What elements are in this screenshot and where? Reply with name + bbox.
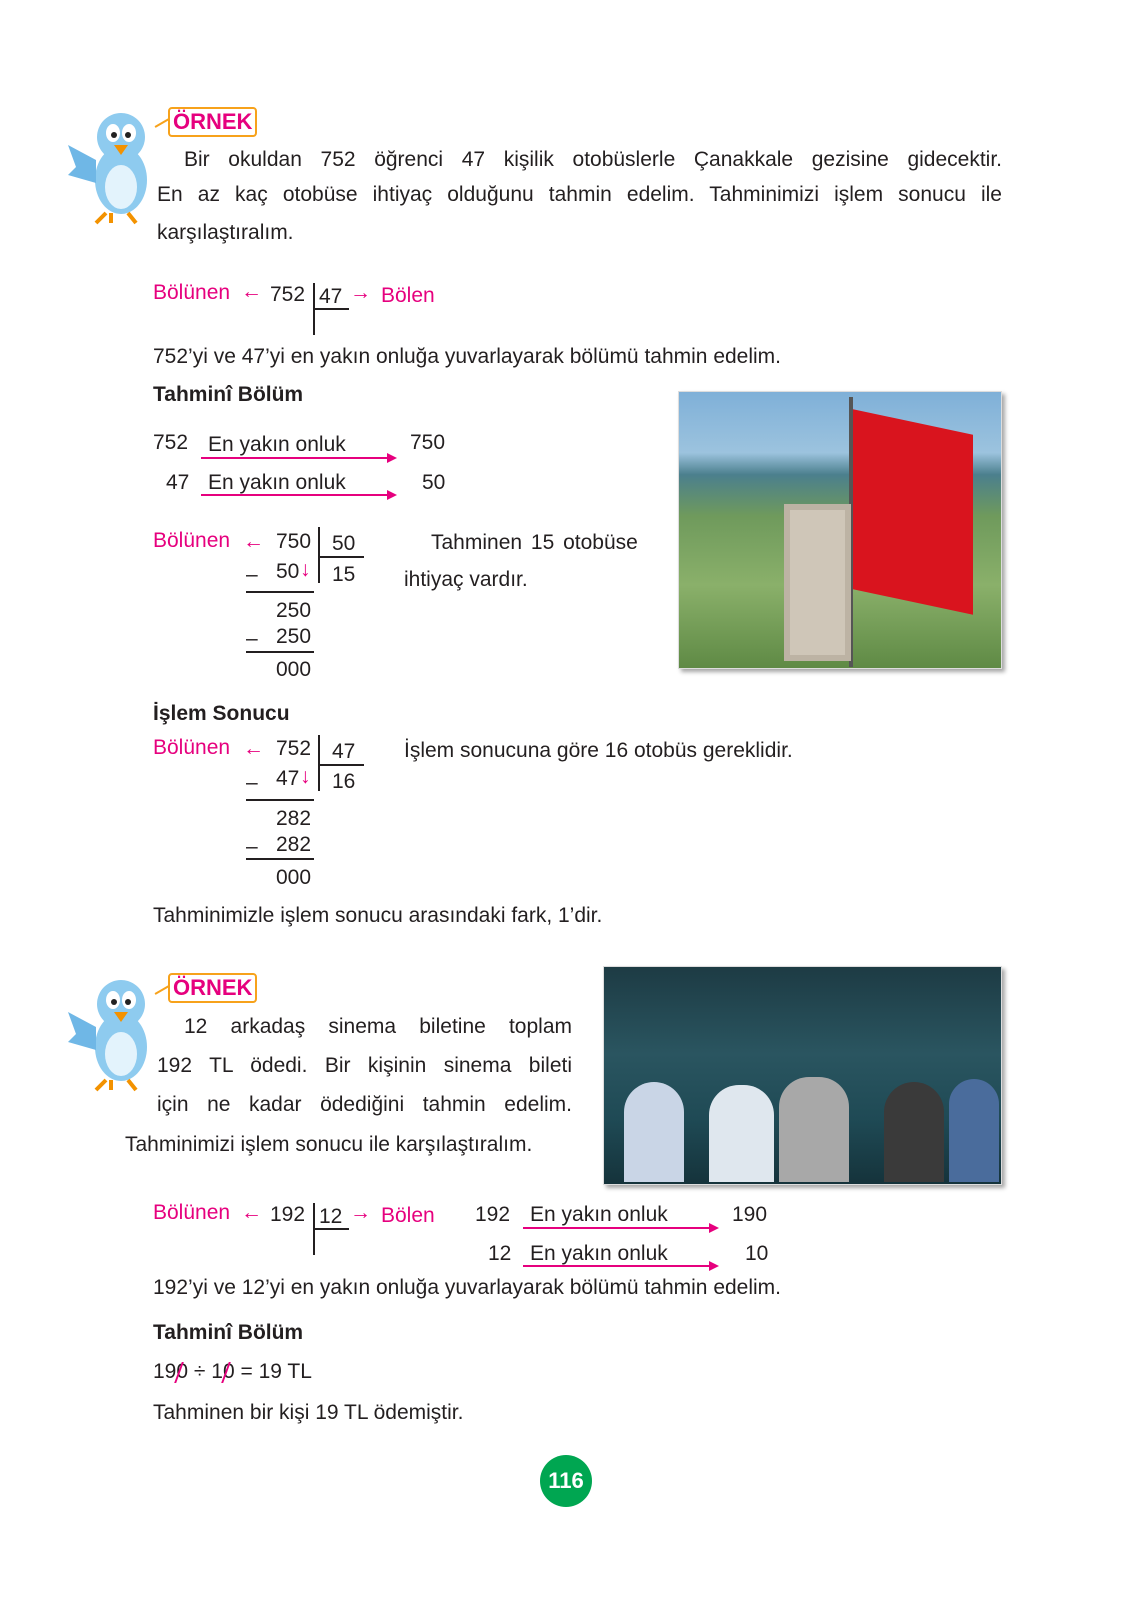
subtraction-line (246, 591, 314, 593)
subtraction-line (246, 858, 314, 860)
conclusion: Tahminimizle işlem sonucu arasındaki fark, 1’dir. (153, 904, 603, 927)
arrow-left-icon: ← (241, 280, 262, 303)
arrow-icon (523, 1227, 717, 1229)
minus-sign: – (246, 835, 258, 858)
subtrahend: 250 (276, 625, 312, 648)
canakkale-monument-photo (678, 391, 1002, 669)
subtrahend: 50 (276, 560, 300, 583)
round-result: 10 (745, 1242, 769, 1265)
example-badge: ÖRNEK (168, 107, 257, 137)
round-number: 192 (475, 1203, 511, 1226)
eq-number: 1 (211, 1360, 223, 1383)
arrow-icon (523, 1265, 717, 1267)
page-number: 116 (540, 1455, 592, 1507)
arrow-left-icon: ← (243, 530, 264, 553)
problem-text: 192 TL ödedi. Bir kişinin sinema bileti (157, 1054, 572, 1077)
estimate-equation (153, 1360, 312, 1384)
dividend-label: Bölünen (153, 281, 231, 304)
round-label: En yakın onluk (208, 471, 346, 494)
divide-sign: ÷ (193, 1360, 206, 1383)
round-label: En yakın onluk (530, 1242, 668, 1265)
division-bar (318, 735, 320, 791)
problem-text: karşılaştıralım. (157, 221, 294, 244)
problem-text: için ne kadar ödediğini tahmin edelim. (157, 1093, 572, 1116)
arrow-down-icon: ↓ (300, 765, 311, 788)
divisor-label: Bölen (381, 1204, 435, 1227)
round-label: En yakın onluk (530, 1203, 668, 1226)
division-bar (318, 764, 364, 766)
subtraction-line (246, 651, 314, 653)
dividend: 752 (270, 283, 306, 306)
minus-sign: – (246, 627, 258, 650)
arrow-right-icon: → (350, 1201, 371, 1224)
remainder: 000 (276, 866, 312, 889)
quotient: 16 (332, 770, 356, 793)
subtrahend: 282 (276, 833, 312, 856)
dividend: 750 (276, 530, 312, 553)
divisor: 47 (319, 285, 343, 308)
round-number: 752 (153, 431, 189, 454)
result-text: İşlem sonucuna göre 16 otobüs gereklidir. (404, 739, 793, 762)
round-result: 190 (732, 1203, 768, 1226)
crossed-zero: 0 (176, 1360, 189, 1383)
arrow-left-icon: ← (243, 737, 264, 760)
subtraction-line (246, 799, 314, 801)
round-result: 750 (410, 431, 446, 454)
remainder: 282 (276, 807, 312, 830)
conclusion: Tahminen bir kişi 19 TL ödemiştir. (153, 1401, 464, 1424)
problem-text: Bir okuldan 752 öğrenci 47 kişilik otobüslerle Çanakkale gezisine gidecektir. (184, 148, 1002, 171)
division-bar (318, 527, 320, 583)
eq-result: = 19 TL (240, 1360, 312, 1383)
divisor: 50 (332, 532, 356, 555)
instruction: 192’yi ve 12’yi en yakın onluğa yuvarlayarak bölümü tahmin edelim. (153, 1276, 782, 1299)
division-bar (318, 556, 364, 558)
section-heading: Tahminî Bölüm (153, 383, 304, 406)
round-number: 47 (166, 471, 190, 494)
crossed-zero: 0 (222, 1360, 235, 1383)
round-number: 12 (488, 1242, 512, 1265)
estimate-text: ihtiyaç vardır. (404, 568, 528, 591)
remainder: 000 (276, 658, 312, 681)
subtrahend: 47 (276, 767, 300, 790)
instruction: 752’yi ve 47’yi en yakın onluğa yuvarlayarak bölümü tahmin edelim. (153, 345, 782, 368)
section-heading: Tahminî Bölüm (153, 1321, 304, 1344)
dividend-label: Bölünen (153, 1201, 231, 1224)
estimate-text: Tahminen 15 otobüse (431, 531, 638, 554)
dividend: 752 (276, 737, 312, 760)
section-heading: İşlem Sonucu (153, 702, 290, 725)
minus-sign: – (246, 563, 258, 586)
round-label: En yakın onluk (208, 433, 346, 456)
divisor: 12 (319, 1205, 343, 1228)
remainder: 250 (276, 599, 312, 622)
dividend: 192 (270, 1203, 306, 1226)
round-result: 50 (422, 471, 446, 494)
bird-mascot-icon (66, 105, 162, 225)
bird-mascot-icon (66, 972, 162, 1092)
minus-sign: – (246, 771, 258, 794)
problem-text: En az kaç otobüse ihtiyaç olduğunu tahmin edelim. Tahminimizi işlem sonucu ile (157, 183, 1002, 206)
arrow-right-icon: → (350, 281, 371, 304)
cinema-audience-photo (603, 966, 1002, 1185)
divisor-label: Bölen (381, 284, 435, 307)
divisor: 47 (332, 740, 356, 763)
eq-number: 19 (153, 1360, 177, 1383)
arrow-left-icon: ← (241, 1201, 262, 1224)
quotient: 15 (332, 563, 356, 586)
dividend-label: Bölünen (153, 736, 231, 759)
problem-text: Tahminimizi işlem sonucu ile karşılaştıralım. (125, 1133, 533, 1156)
example-badge: ÖRNEK (168, 973, 257, 1003)
arrow-icon (201, 494, 395, 496)
problem-text: 12 arkadaş sinema biletine toplam (184, 1015, 572, 1038)
arrow-down-icon: ↓ (300, 558, 311, 581)
arrow-icon (201, 457, 395, 459)
dividend-label: Bölünen (153, 529, 231, 552)
